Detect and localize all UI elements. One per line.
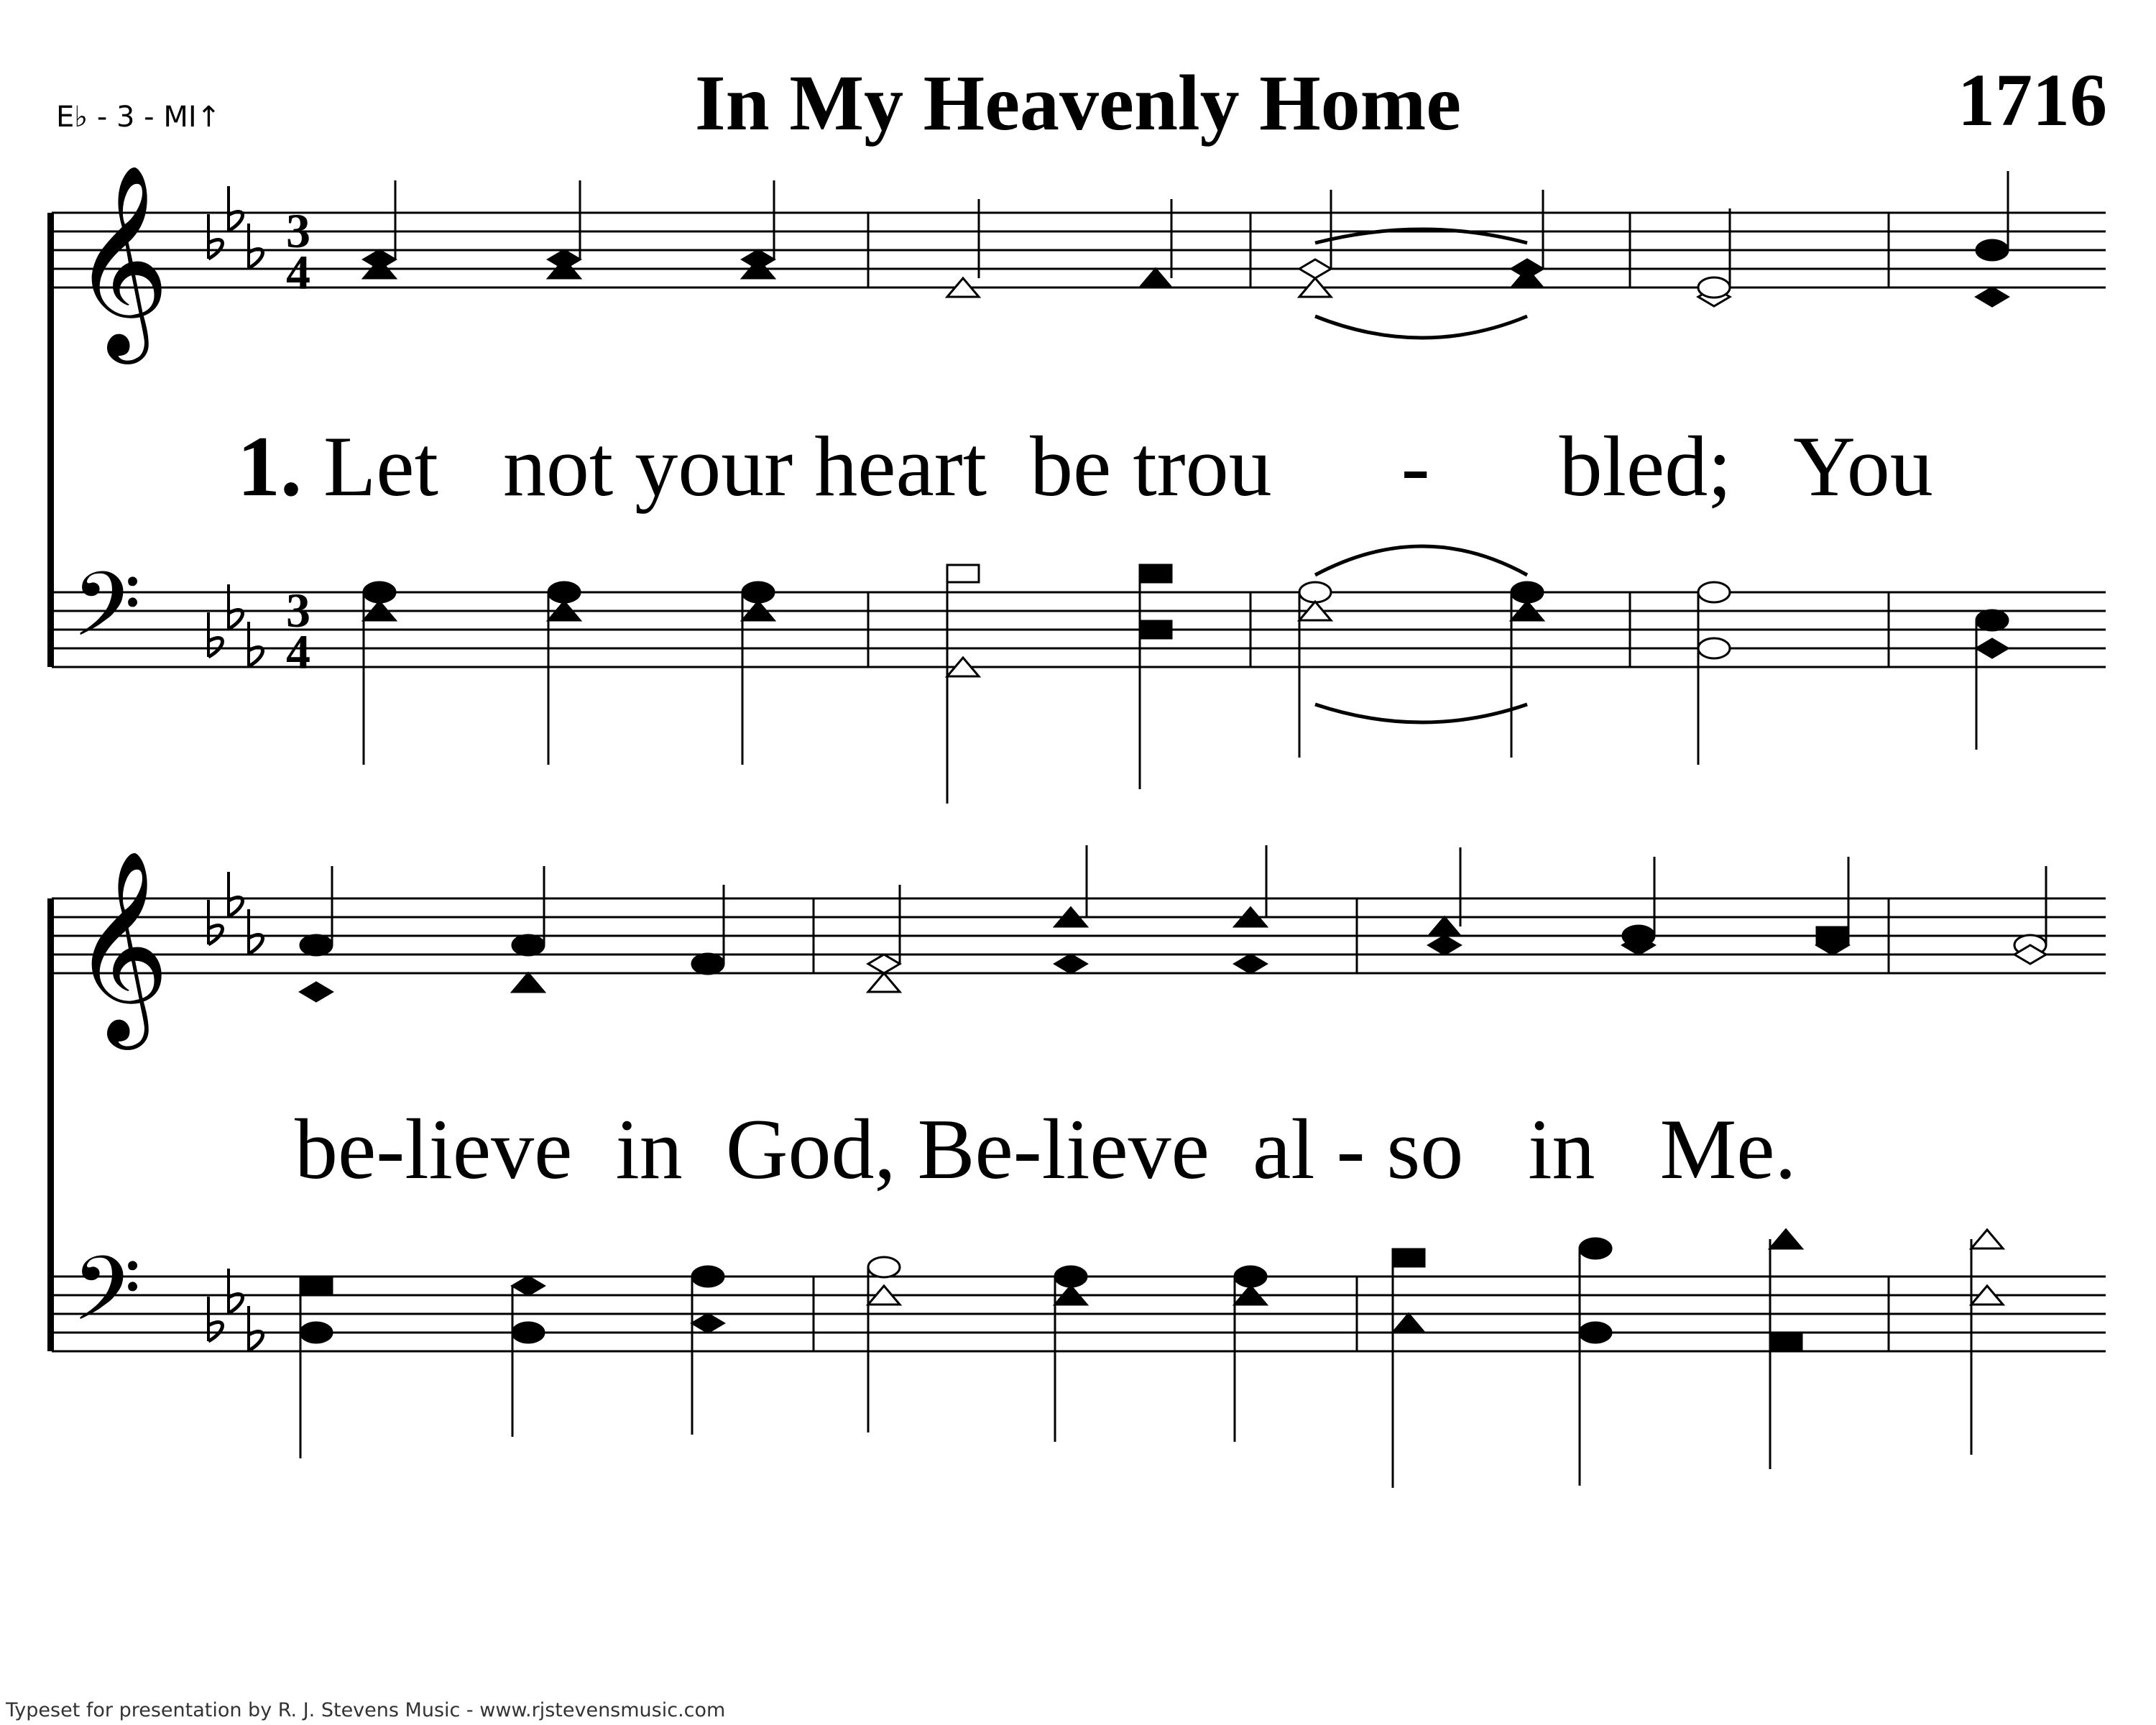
square-notehead (1140, 621, 1171, 638)
round-notehead (300, 1322, 332, 1343)
lyric-syllable: your (635, 418, 793, 514)
triangle-notehead (1971, 1230, 2003, 1248)
bass-clef-icon: 𝄢 (72, 553, 142, 678)
key-label: E♭ - 3 - MI↑ (56, 101, 221, 134)
round-notehead (1580, 1322, 1611, 1343)
triangle-notehead (1770, 1230, 1802, 1248)
diamond-notehead (1299, 259, 1331, 278)
triangle-notehead (868, 973, 900, 992)
lyric-hyphen: - (1401, 418, 1430, 514)
tie (1315, 316, 1527, 338)
lyric-syllable: in (1528, 1101, 1595, 1197)
verse-number: 1. (237, 418, 302, 514)
round-notehead (512, 935, 544, 955)
flat-icon (249, 935, 263, 954)
system-barline (47, 898, 54, 1351)
square-notehead (1140, 565, 1171, 582)
lyric-syllable: bled; (1559, 418, 1732, 514)
round-notehead (1235, 1266, 1266, 1287)
round-notehead (1055, 1266, 1087, 1287)
system-barline (47, 213, 54, 667)
square-notehead (300, 1277, 332, 1294)
lyric-hyphen: - (376, 1101, 405, 1197)
flat-icon (249, 648, 263, 666)
key-signatures (208, 186, 263, 1351)
round-notehead (1299, 582, 1331, 602)
bass-clef-icon: 𝄢 (72, 1238, 142, 1363)
diamond-notehead (1976, 288, 2008, 306)
lyric-syllable: You (1793, 418, 1933, 514)
lyric-hyphen: - (1013, 1101, 1042, 1197)
triangle-notehead (1140, 269, 1171, 288)
lyric-syllable: in (615, 1101, 683, 1197)
lyric-syllable: Me. (1659, 1101, 1797, 1197)
diamond-notehead (1429, 936, 1460, 954)
lyric-syllable: be (1030, 418, 1112, 514)
hymn-number: 1716 (1958, 59, 2107, 142)
triangle-notehead (1429, 917, 1460, 936)
lyric-syllable: Let (323, 418, 438, 514)
flat-icon (229, 610, 243, 629)
lyric-syllable: lieve (405, 1101, 573, 1197)
flat-icon (229, 212, 243, 231)
time-signature-bottom: 4 (286, 625, 310, 679)
round-notehead (364, 582, 395, 602)
treble-clef-icon: 𝄞 (72, 850, 170, 1041)
round-notehead (1580, 1238, 1611, 1259)
round-notehead (692, 1266, 724, 1287)
lyric-syllable: lieve (1041, 1101, 1210, 1197)
round-notehead (300, 935, 332, 955)
diamond-notehead (1235, 954, 1266, 973)
round-notehead (1976, 610, 2008, 630)
round-notehead (742, 582, 774, 602)
diamond-notehead (512, 1276, 544, 1295)
flat-icon (249, 1332, 263, 1351)
tie (1315, 546, 1527, 575)
diamond-notehead (692, 1314, 724, 1333)
round-notehead (1511, 582, 1543, 602)
square-notehead (947, 565, 979, 582)
time-signature-top: 3 (286, 203, 310, 258)
diamond-notehead (548, 250, 580, 269)
lyric-syllable: heart (814, 418, 987, 514)
diamond-notehead (742, 250, 774, 269)
lyrics-line-1 (237, 417, 1933, 516)
time-signature-top: 3 (286, 583, 310, 638)
lyric-syllable: Be (917, 1101, 1013, 1197)
square-notehead (1393, 1249, 1424, 1266)
flat-icon (229, 1294, 243, 1313)
round-notehead (1698, 277, 1730, 298)
diamond-notehead (1976, 639, 2008, 658)
notes (300, 171, 2046, 1488)
treble-clef-icon: 𝄞 (72, 164, 170, 356)
time-signature-bottom: 4 (286, 245, 310, 300)
diamond-notehead (364, 250, 395, 269)
round-notehead (692, 954, 724, 974)
round-notehead (548, 582, 580, 602)
round-notehead (1698, 582, 1730, 602)
lyric-syllable: not (502, 418, 614, 514)
diamond-notehead (868, 954, 900, 973)
round-notehead (868, 1257, 900, 1277)
lyric-syllable: be (295, 1101, 377, 1197)
clefs (72, 164, 170, 1363)
lyric-syllable: trou (1133, 418, 1272, 514)
round-notehead (1698, 638, 1730, 658)
lyric-syllable: al (1252, 1101, 1315, 1197)
lyric-syllable: God, (725, 1101, 896, 1197)
flat-icon (249, 249, 263, 268)
flat-icon (229, 898, 243, 916)
round-notehead (512, 1322, 544, 1343)
diamond-notehead (1055, 954, 1087, 973)
lyrics-line-2 (295, 1100, 1797, 1199)
triangle-notehead (512, 973, 544, 992)
diamond-notehead (1511, 259, 1543, 278)
round-notehead (1976, 240, 2008, 260)
triangle-notehead (1393, 1314, 1424, 1333)
diamond-notehead (300, 983, 332, 1001)
square-notehead (1770, 1333, 1802, 1351)
tie (1315, 704, 1527, 722)
footer-credit: Typeset for presentation by R. J. Stevens Music - www.rjstevensmusic.com (6, 1699, 726, 1721)
lyric-syllable: so (1386, 1101, 1464, 1197)
lyric-hyphen: - (1336, 1101, 1365, 1197)
hymn-title: In My Heavenly Home (694, 59, 1462, 147)
